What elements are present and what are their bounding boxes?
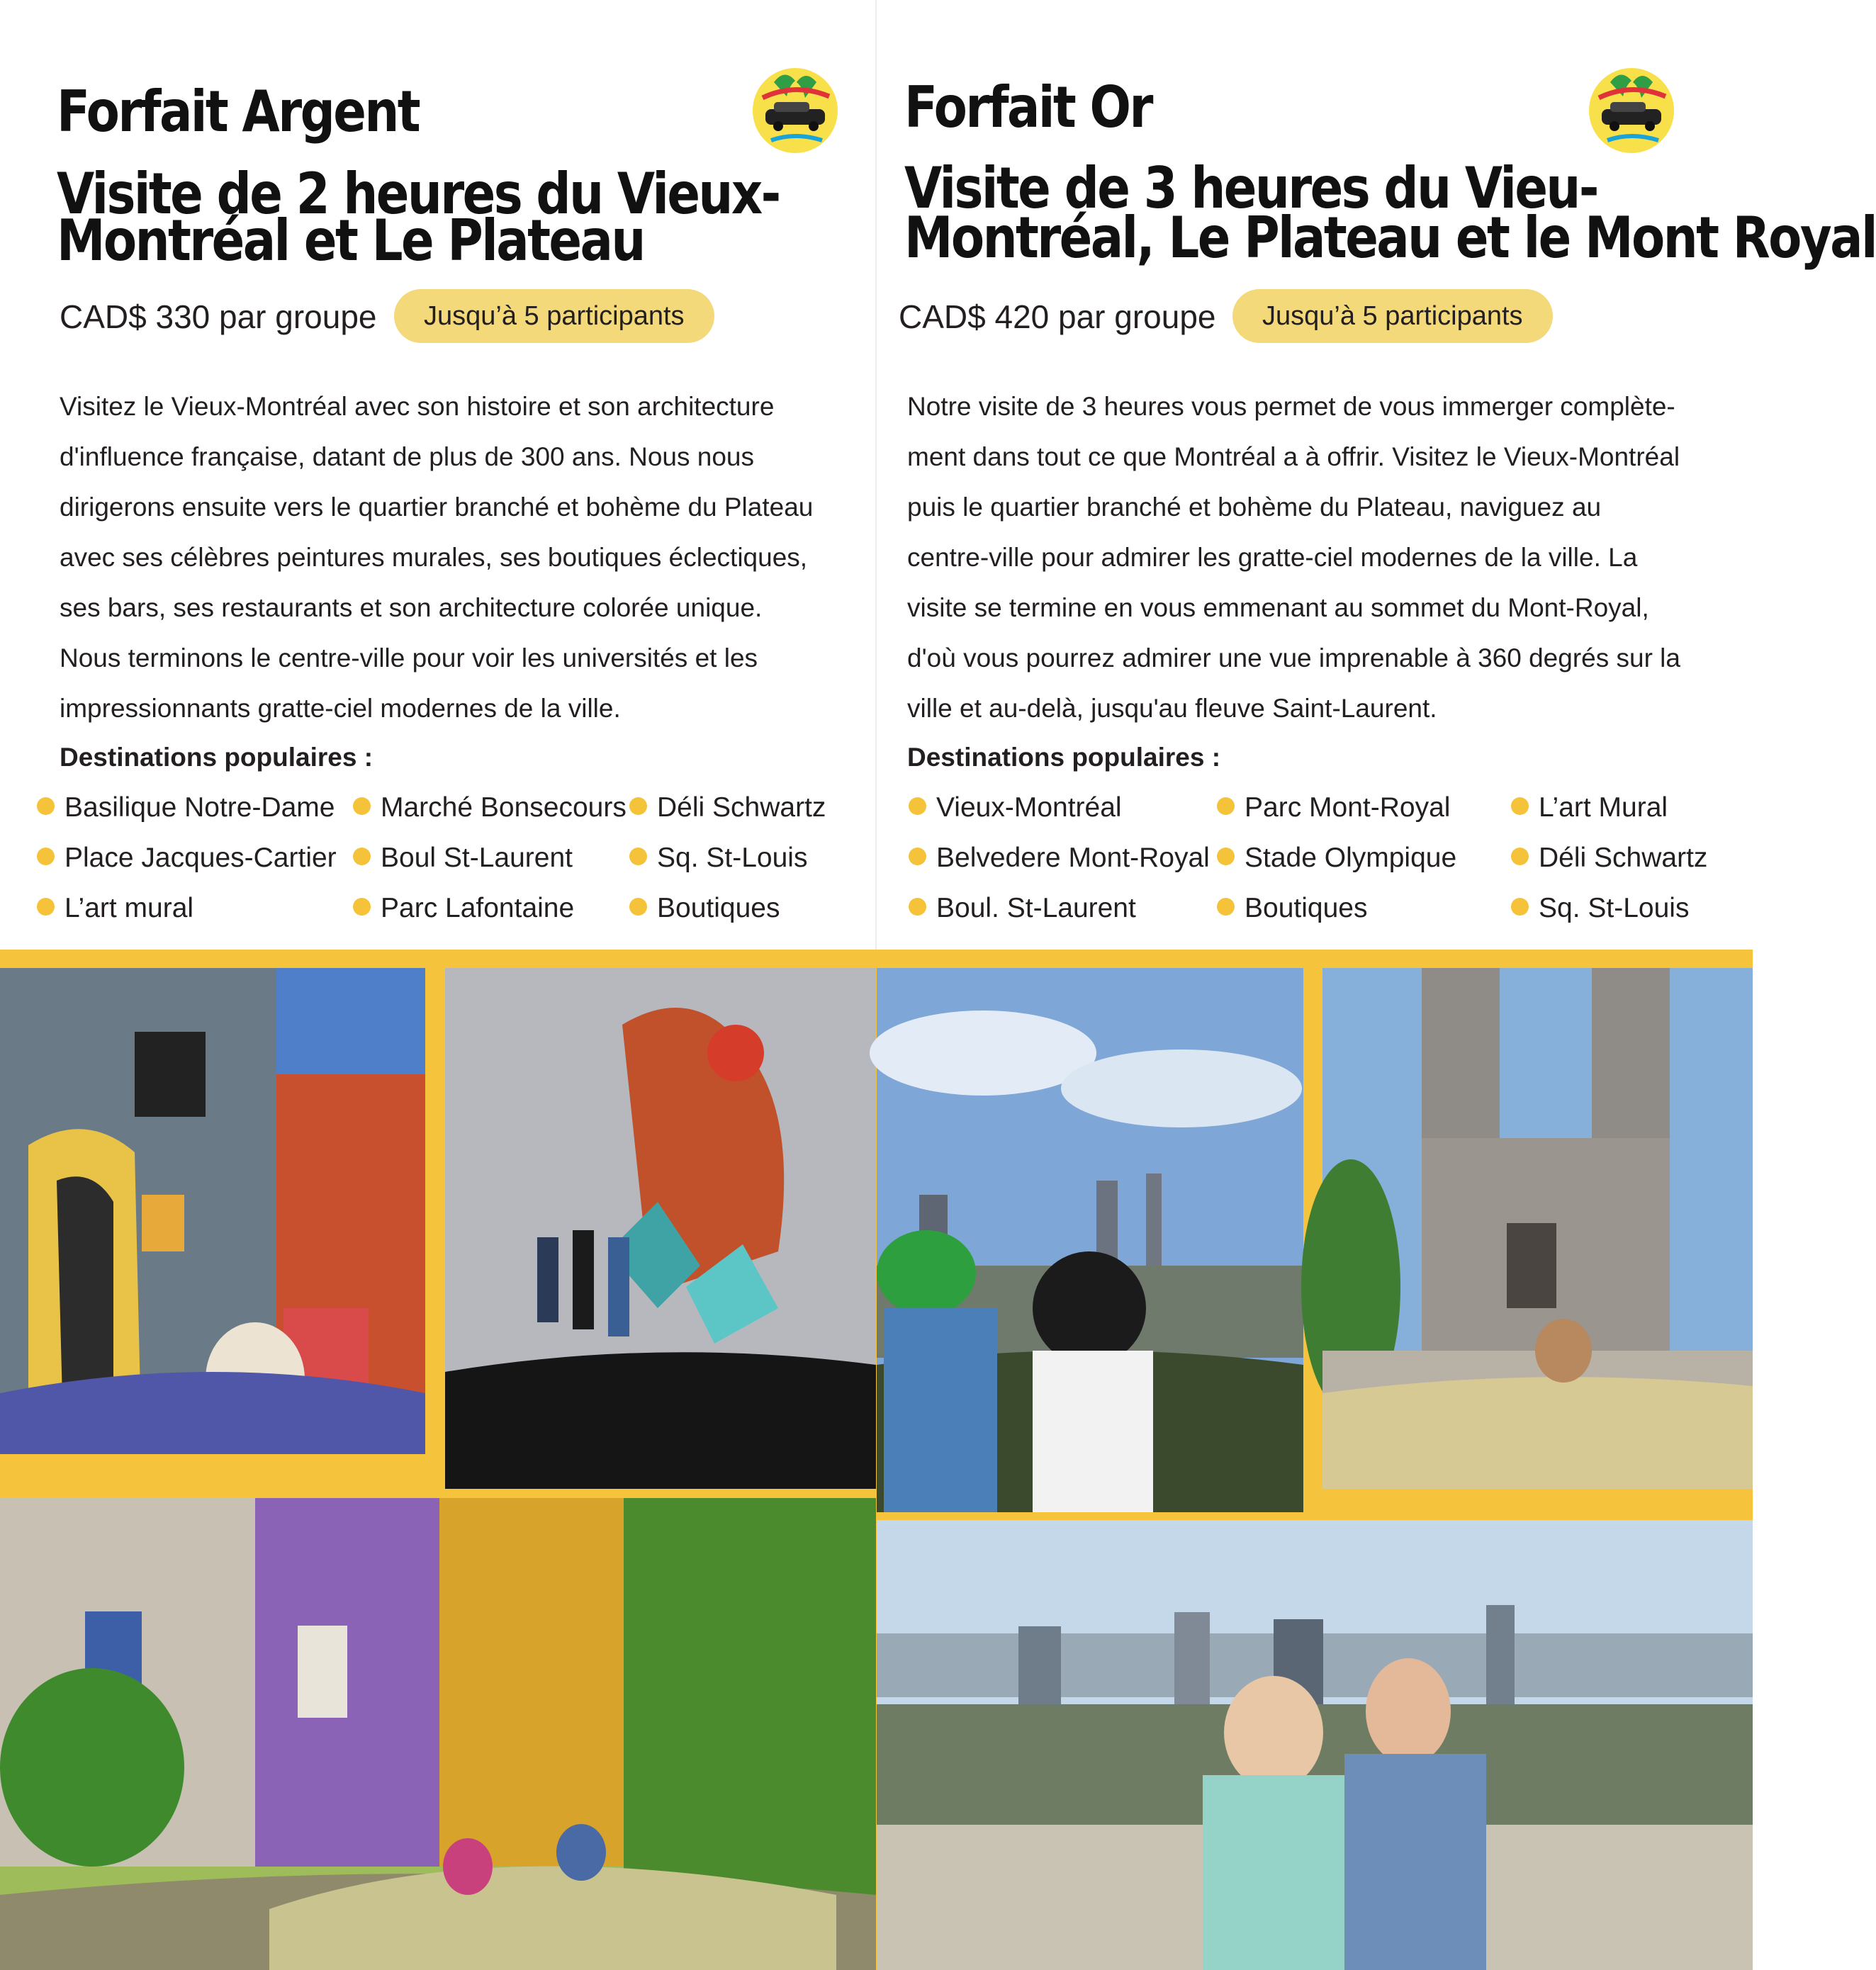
bullet-dot-icon bbox=[1217, 898, 1235, 916]
bullet-dot-icon bbox=[909, 898, 926, 916]
destination-item: L’art mural bbox=[37, 883, 193, 933]
tour-title-line1: Visite de 3 heures du Vieu- bbox=[904, 155, 1597, 221]
bullet-dot-icon bbox=[353, 898, 371, 916]
bullet-dot-icon bbox=[1511, 848, 1529, 865]
description-line: visite se termine en vous emmenant au sommet du Mont-Royal, bbox=[907, 593, 1649, 622]
bullet-dot-icon bbox=[1511, 898, 1529, 916]
bullet-dot-icon bbox=[37, 898, 55, 916]
photo-mont-royal-couple bbox=[877, 1520, 1753, 1970]
photo-skyline-viewpoint bbox=[877, 968, 1303, 1512]
description-line: Nous terminons le centre-ville pour voir les universités et les bbox=[60, 643, 758, 672]
destination-item: Basilique Notre-Dame bbox=[37, 782, 335, 833]
bullet-dot-icon bbox=[909, 797, 926, 815]
tour-description bbox=[60, 381, 813, 733]
photo-mural-street bbox=[0, 968, 425, 1454]
description-line: centre-ville pour admirer les gratte-ciel modernes de la ville. La bbox=[907, 543, 1638, 572]
description-line: ses bars, ses restaurants et son architecture colorée unique. bbox=[60, 593, 763, 622]
participants-badge: Jusqu’à 5 participants bbox=[394, 289, 714, 343]
description-line: ville et au-delà, jusqu'au fleuve Saint-Laurent. bbox=[907, 694, 1437, 723]
photo-rooster-mural bbox=[445, 968, 876, 1489]
destination-item: Déli Schwartz bbox=[1511, 833, 1707, 883]
description-line: ment dans tout ce que Montréal a à offrir. Visitez le Vieux-Montréal bbox=[907, 442, 1680, 471]
silver-package-panel bbox=[0, 0, 875, 950]
description-line: avec ses célèbres peintures murales, ses boutiques éclectiques, bbox=[60, 543, 808, 572]
tour-description bbox=[907, 381, 1680, 733]
bullet-dot-icon bbox=[909, 848, 926, 865]
bullet-dot-icon bbox=[629, 848, 647, 865]
bullet-dot-icon bbox=[353, 797, 371, 815]
tour-title-line2: Montréal, Le Plateau et le Mont Royal bbox=[904, 205, 1876, 271]
destination-item: Place Jacques-Cartier bbox=[37, 833, 337, 883]
description-line: puis le quartier branché et bohème du Plateau, naviguez au bbox=[907, 492, 1602, 522]
destinations-heading: Destinations populaires : bbox=[60, 743, 373, 772]
destination-item: Parc Mont-Royal bbox=[1217, 782, 1450, 833]
destination-item: Marché Bonsecours bbox=[353, 782, 627, 833]
description-line: dirigerons ensuite vers le quartier branché et bohème du Plateau bbox=[60, 492, 814, 522]
tour-title-line2: Montréal et Le Plateau bbox=[57, 208, 644, 274]
destination-item: Sq. St-Louis bbox=[629, 833, 807, 883]
destination-item: Boul St-Laurent bbox=[353, 833, 573, 883]
package-name: Forfait Or bbox=[904, 74, 1152, 140]
bullet-dot-icon bbox=[1217, 848, 1235, 865]
description-line: d'influence française, datant de plus de 300 ans. Nous nous bbox=[60, 442, 755, 471]
description-line: d'où vous pourrez admirer une vue imprenable à 360 degrés sur la bbox=[907, 643, 1680, 672]
destination-item: L’art Mural bbox=[1511, 782, 1668, 833]
throwback-tours-logo bbox=[746, 61, 845, 160]
photo-plateau-houses bbox=[0, 1498, 876, 1970]
bullet-dot-icon bbox=[629, 797, 647, 815]
package-name: Forfait Argent bbox=[57, 79, 420, 145]
price-text: CAD$ 420 par groupe bbox=[899, 298, 1216, 335]
description-line: Notre visite de 3 heures vous permet de vous immerger complète- bbox=[907, 392, 1675, 421]
destination-item: Sq. St-Louis bbox=[1511, 883, 1689, 933]
bullet-dot-icon bbox=[353, 848, 371, 865]
bullet-dot-icon bbox=[37, 848, 55, 865]
destination-item: Boutiques bbox=[1217, 883, 1367, 933]
bullet-dot-icon bbox=[1217, 797, 1235, 815]
destination-item: Déli Schwartz bbox=[629, 782, 826, 833]
participants-badge: Jusqu’à 5 participants bbox=[1232, 289, 1553, 343]
description-line: Visitez le Vieux-Montréal avec son histoire et son architecture bbox=[60, 392, 775, 421]
description-line: impressionnants gratte-ciel modernes de la ville. bbox=[60, 694, 621, 723]
destination-item: Boutiques bbox=[629, 883, 780, 933]
photo-notre-dame bbox=[1322, 968, 1753, 1489]
destination-item: Boul. St-Laurent bbox=[909, 883, 1136, 933]
bullet-dot-icon bbox=[629, 898, 647, 916]
destination-item: Stade Olympique bbox=[1217, 833, 1456, 883]
gold-package-panel bbox=[877, 0, 1876, 950]
bullet-dot-icon bbox=[1511, 797, 1529, 815]
destination-item: Belvedere Mont-Royal bbox=[909, 833, 1210, 883]
destination-item: Vieux-Montréal bbox=[909, 782, 1122, 833]
throwback-tours-logo bbox=[1582, 61, 1681, 160]
bullet-dot-icon bbox=[37, 797, 55, 815]
price-text: CAD$ 330 par groupe bbox=[60, 298, 377, 335]
destination-item: Parc Lafontaine bbox=[353, 883, 574, 933]
destinations-heading: Destinations populaires : bbox=[907, 743, 1221, 772]
tour-title-line1: Visite de 2 heures du Vieux- bbox=[57, 161, 780, 227]
